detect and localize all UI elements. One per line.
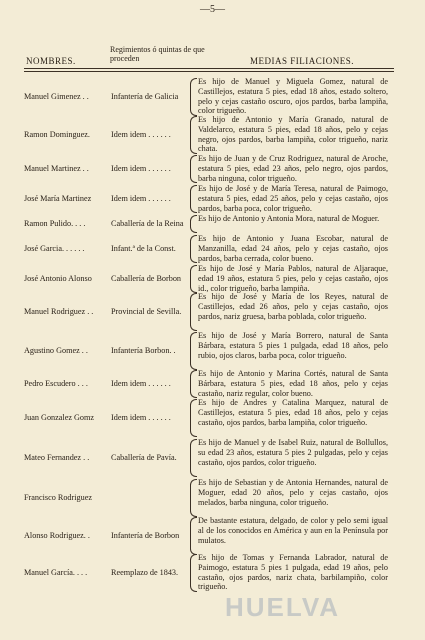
entry-name: Juan Gonzalez Gomz (24, 413, 95, 422)
entry-description: Es hijo de José y de María Teresa, natural de Paimogo, estatura 5 pies, edad 25 años, pelo y cejas castaño, ojos pardos, barba poca, color trigueño. (198, 184, 388, 213)
list-item (0, 292, 425, 332)
list-item (0, 184, 425, 214)
brace-mark (190, 155, 197, 183)
entry-regiment: Infantería Borbon. . (111, 346, 176, 355)
brace-mark (190, 293, 197, 331)
entry-regiment: Idem idem . . . . . . (111, 379, 171, 388)
list-item (0, 214, 425, 234)
entry-description: Es hijo de Antonio y María Granado, natural de Valdelarco, estatura 5 pies, edad 18 años, pelo y cejas negro, ojos pardos, barba lampiña, color trigueño, nariz chata. (198, 115, 388, 154)
entry-description: Es hijo de Antonio y Juana Escobar, natural de Manzanilla, edad 24 años, pelo y cejas castaño, ojos pardos, barba cerrada, color bueno. (198, 234, 388, 263)
entry-description: Es hijo de José y María Borrero, natural de Santa Bárbara, estatura 5 pies 1 pulgada, edad 18 años, pelo rubio, ojos claros, barba poca, color trigueño. (198, 331, 388, 360)
brace-mark (190, 399, 197, 437)
entry-name: Francisco Rodriguez (24, 493, 92, 502)
brace-mark (190, 185, 197, 213)
header-rule-double (24, 71, 394, 72)
entry-description: Es hijo de Juan y de Cruz Rodriguez, natural de Aroche, estatura 5 pies, edad 23 años, pelo negro, ojos pardos, barba ninguna, color trigueño. (198, 154, 388, 183)
entry-name: José Antonio Alonso (24, 274, 92, 283)
brace-mark (190, 479, 197, 517)
brace-mark (190, 78, 197, 116)
brace-mark (190, 370, 197, 398)
entry-regiment: Caballería de Pavía. (111, 453, 177, 462)
entry-description: Es hijo de Tomas y Fernanda Labrador, natural de Paimogo, estatura 5 pies 1 pulgada, edad 19 años, pelo castaño, ojos pardos, nariz chata, barbilampiño, color trigueño. (198, 553, 388, 592)
entry-regiment: Infantería de Galicia (111, 92, 179, 101)
entry-regiment: Infant.ª de la Const. (111, 244, 176, 253)
entry-regiment: Provincial de Sevilla. (111, 307, 182, 316)
entry-description: Es hijo de Manuel y Miguela Gomez, natural de Castillejos, estatura 5 pies, edad 18 años, estado soltero, pelo y cejas castaño oscuro, ojos pardos, barba lampiña, color trigueño. (198, 77, 388, 116)
list-item (0, 264, 425, 294)
list-item (0, 331, 425, 371)
brace-mark (190, 517, 197, 555)
brace-mark (190, 439, 197, 477)
entry-name: Manuel Rodriguez . . (24, 307, 94, 316)
entry-name: Ramon Dominguez. (24, 130, 90, 139)
list-item (0, 438, 425, 478)
list-item (0, 369, 425, 399)
entry-regiment: Idem idem . . . . . . (111, 194, 171, 203)
entry-name: José Garcia. . . . . . (24, 244, 85, 253)
entry-description: De bastante estatura, delgado, de color y pelo semi igual al de los conocidos en América y aun en la Península por mulatos. (198, 516, 388, 545)
brace-mark (190, 215, 197, 233)
page-number: —5— (200, 4, 225, 15)
entry-name: Ramon Pulido. . . . (24, 219, 86, 228)
entry-name: Mateo Fernandez . . (24, 453, 90, 462)
entry-description: Es hijo de Andres y Catalina Marquez, natural de Castillejos, estatura 5 pies, edad 18 años, pelo y cejas castaño, ojos pardos, barba lampiña, color trigueño. (198, 398, 388, 427)
entry-description: Es hijo de Antonio y Antonia Mora, natural de Moguer. (198, 214, 380, 223)
entry-description: Es hijo de Manuel y de Isabel Ruiz, natural de Bollullos, su edad 23 años, estatura 5 pies 2 pulgadas, pelo y cejas castaño, ojos pardos, color trigueño. (198, 438, 388, 467)
column-header-medias-filiaciones: MEDIAS FILIACIONES. (250, 56, 354, 66)
column-header-names: NOMBRES. (26, 56, 76, 66)
brace-mark (190, 235, 197, 263)
brace-mark (190, 116, 197, 154)
watermark-stamp: HUELVA (225, 592, 341, 622)
entry-regiment: Idem idem . . . . . . (111, 164, 171, 173)
entry-regiment: Caballería de la Reina (111, 219, 184, 228)
list-item (0, 115, 425, 155)
column-header-regimientos: Regimientos ó quintas de que proceden (110, 45, 205, 63)
list-item (0, 516, 425, 556)
list-item (0, 398, 425, 438)
header-rule (24, 68, 394, 69)
list-item (0, 77, 425, 117)
list-item (0, 154, 425, 184)
entry-regiment: Reemplazo de 1843. (111, 568, 179, 577)
entry-description: Es hijo de Antonio y Marina Cortés, natural de Santa Bárbara, estatura 5 pies, edad 18 años, pelo y cejas castaño, nariz regular, color bueno. (198, 369, 388, 398)
entry-name: Agustino Gomez . . (24, 346, 88, 355)
entry-name: Manuel García. . . . (24, 568, 88, 577)
entry-regiment: Idem idem . . . . . . (111, 130, 171, 139)
brace-mark (190, 265, 197, 293)
entry-name: Alonso Rodriguez. . (24, 531, 90, 540)
list-item (0, 478, 425, 518)
entry-name: Pedro Escudero . . . (24, 379, 88, 388)
entry-regiment: Idem idem . . . . . . (111, 413, 171, 422)
entry-description: Es hijo de José y María Pablos, natural de Aljaraque, edad 19 años, estatura 5 pies, pelo y cejas castaño, ojos id., color trigueño, barba lampiña. (198, 264, 388, 293)
entry-regiment: Infantería de Borbon (111, 531, 180, 540)
entry-name: Manuel Martinez . . (24, 164, 89, 173)
list-item (0, 553, 425, 593)
entry-name: Manuel Gimenez . . (24, 92, 89, 101)
list-item (0, 234, 425, 264)
entry-regiment: Caballería de Borbon (111, 274, 182, 283)
entry-name: José María Martinez (24, 194, 92, 203)
brace-mark (190, 554, 197, 592)
entry-description: Es hijo de Sebastian y de Antonia Hernandes, natural de Moguer, edad 20 años, pelo y cejas castaño, ojos melados, barba ninguna, color trigueño. (198, 478, 388, 507)
entry-description: Es hijo de José y María de los Reyes, natural de Castillejos, edad 26 años, pelo y cejas castaño, ojos pardos, nariz gruesa, barba poblada, color trigueño. (198, 292, 388, 321)
brace-mark (190, 332, 197, 370)
